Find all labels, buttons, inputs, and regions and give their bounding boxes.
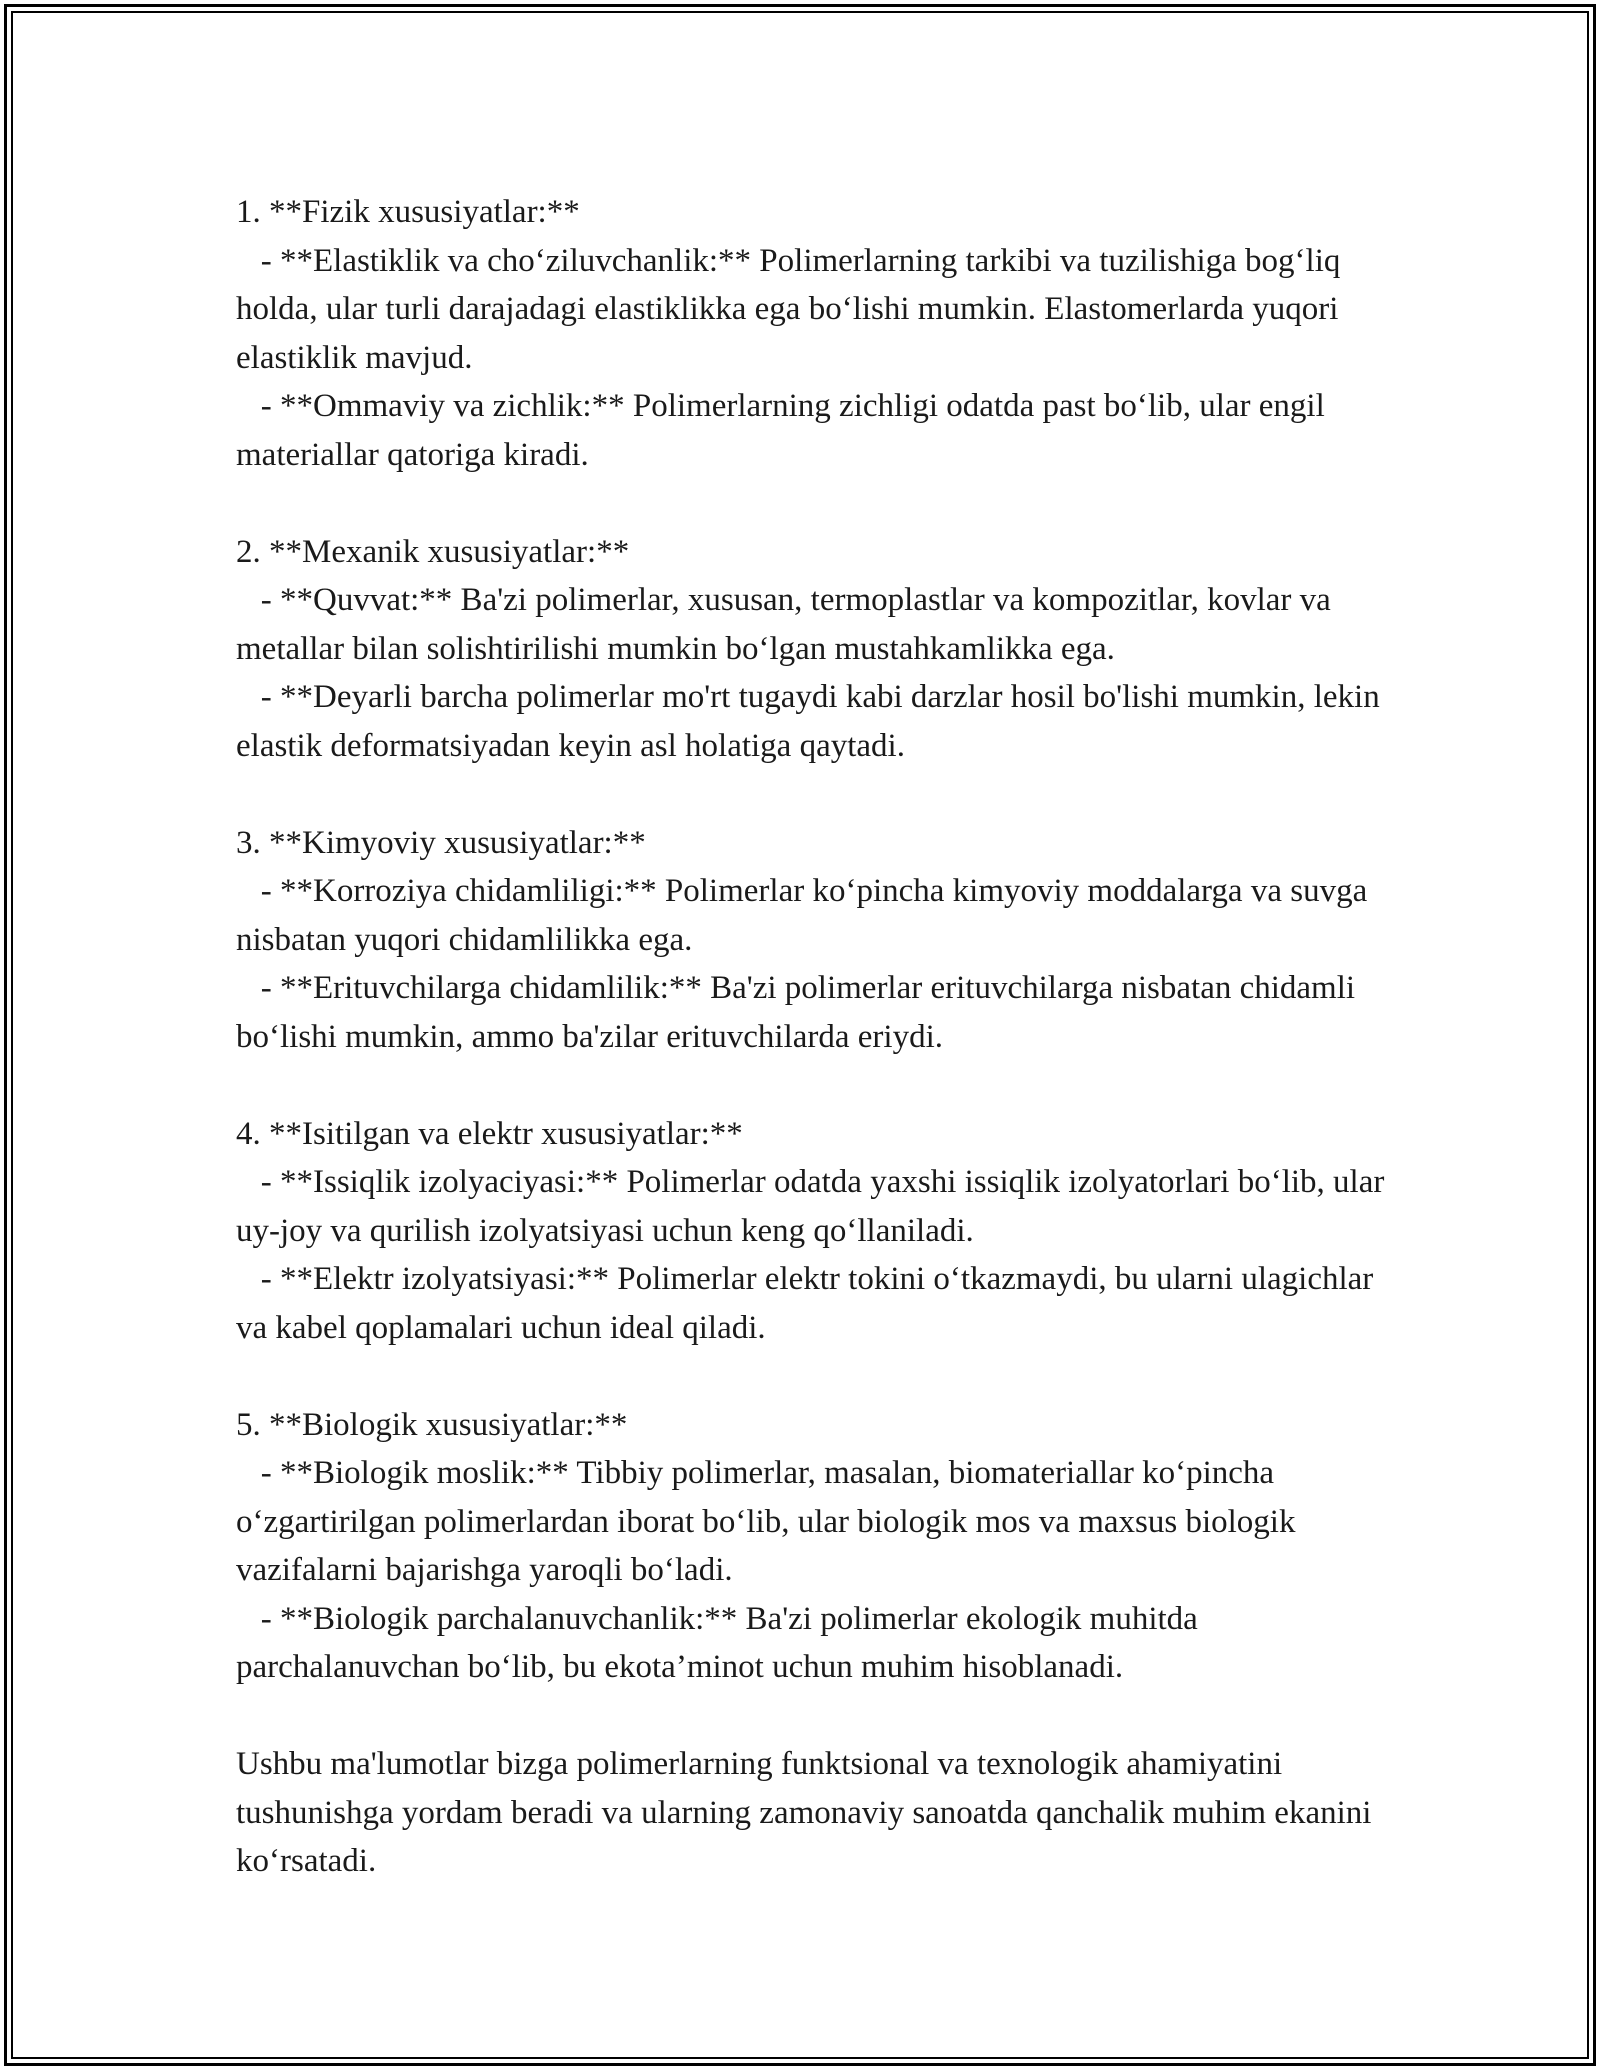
section-mechanical [236, 528, 1396, 771]
list-item: - **Erituvchilarga chidamlilik:** Ba'zi polimerlar erituvchilarga nisbatan chidamli bo‘lishi mumkin, ammo ba'zilar erituvchilarda eriydi. [236, 970, 1364, 1055]
paragraph-gap [236, 1061, 1396, 1110]
section-heading: 4. **Isitilgan va elektr xususiyatlar:** [236, 1115, 743, 1152]
list-item: - **Elastiklik va cho‘ziluvchanlik:** Polimerlarning tarkibi va tuzilishiga bog‘liq holda, ular turli darajadagi elastiklikka ega bo‘lishi mumkin. Elastomerlarda yuqori elastiklik mavjud. [236, 242, 1349, 376]
paragraph-gap [236, 479, 1396, 528]
section-physical [236, 188, 1396, 479]
paragraph-gap [236, 770, 1396, 819]
section-heading: 5. **Biologik xususiyatlar:** [236, 1406, 628, 1443]
section-chemical [236, 819, 1396, 1062]
conclusion-paragraph: Ushbu ma'lumotlar bizga polimerlarning funktsional va texnologik ahamiyatini tushunishga yordam beradi va ularning zamonaviy sanoatda qanchalik muhim ekanini ko‘rsatadi. [236, 1746, 1380, 1879]
list-item: - **Quvvat:** Ba'zi polimerlar, xususan, termoplastlar va kompozitlar, kovlar va metallar bilan solishtirilishi mumkin bo‘lgan mustahkamlikka ega. [236, 582, 1340, 667]
list-item: - **Ommaviy va zichlik:** Polimerlarning zichligi odatda past bo‘lib, ular engil materiallar qatoriga kiradi. [236, 388, 1334, 473]
list-item: - **Elektr izolyatsiyasi:** Polimerlar elektr tokini o‘tkazmaydi, bu ularni ulagichlar va kabel qoplamalari uchun ideal qiladi. [236, 1261, 1382, 1346]
section-heading: 1. **Fizik xususiyatlar:** [236, 194, 580, 230]
list-item: - **Biologik moslik:** Tibbiy polimerlar, masalan, biomateriallar ko‘pincha o‘zgartirilgan polimerlardan iborat bo‘lib, ular biologik mos va maxsus biologik vazifalarni bajarishga yaroqli bo‘ladi. [236, 1455, 1304, 1588]
document-body [236, 188, 1396, 1886]
list-item: - **Biologik parchalanuvchanlik:** Ba'zi polimerlar ekologik muhitda parchalanuvchan bo‘lib, bu ekota’minot uchun muhim hisoblanadi. [236, 1600, 1207, 1685]
section-heading: 2. **Mexanik xususiyatlar:** [236, 533, 630, 570]
section-heading: 3. **Kimyoviy xususiyatlar:** [236, 824, 646, 861]
list-item: - **Issiqlik izolyaciyasi:** Polimerlar odatda yaxshi issiqlik izolyatorlari bo‘lib, ular uy-joy va qurilish izolyatsiyasi uchun keng qo‘llaniladi. [236, 1164, 1393, 1249]
paragraph-gap [236, 1352, 1396, 1401]
section-biological [236, 1401, 1396, 1692]
paragraph-gap [236, 1692, 1396, 1741]
section-thermal-electrical [236, 1110, 1396, 1353]
list-item: - **Korroziya chidamliligi:** Polimerlar ko‘pincha kimyoviy moddalarga va suvga nisbatan yuqori chidamlilikka ega. [236, 873, 1376, 958]
list-item: - **Deyarli barcha polimerlar mo'rt tugaydi kabi darzlar hosil bo'lishi mumkin, lekin elastik deformatsiyadan keyin asl holatiga qaytadi. [236, 679, 1388, 764]
